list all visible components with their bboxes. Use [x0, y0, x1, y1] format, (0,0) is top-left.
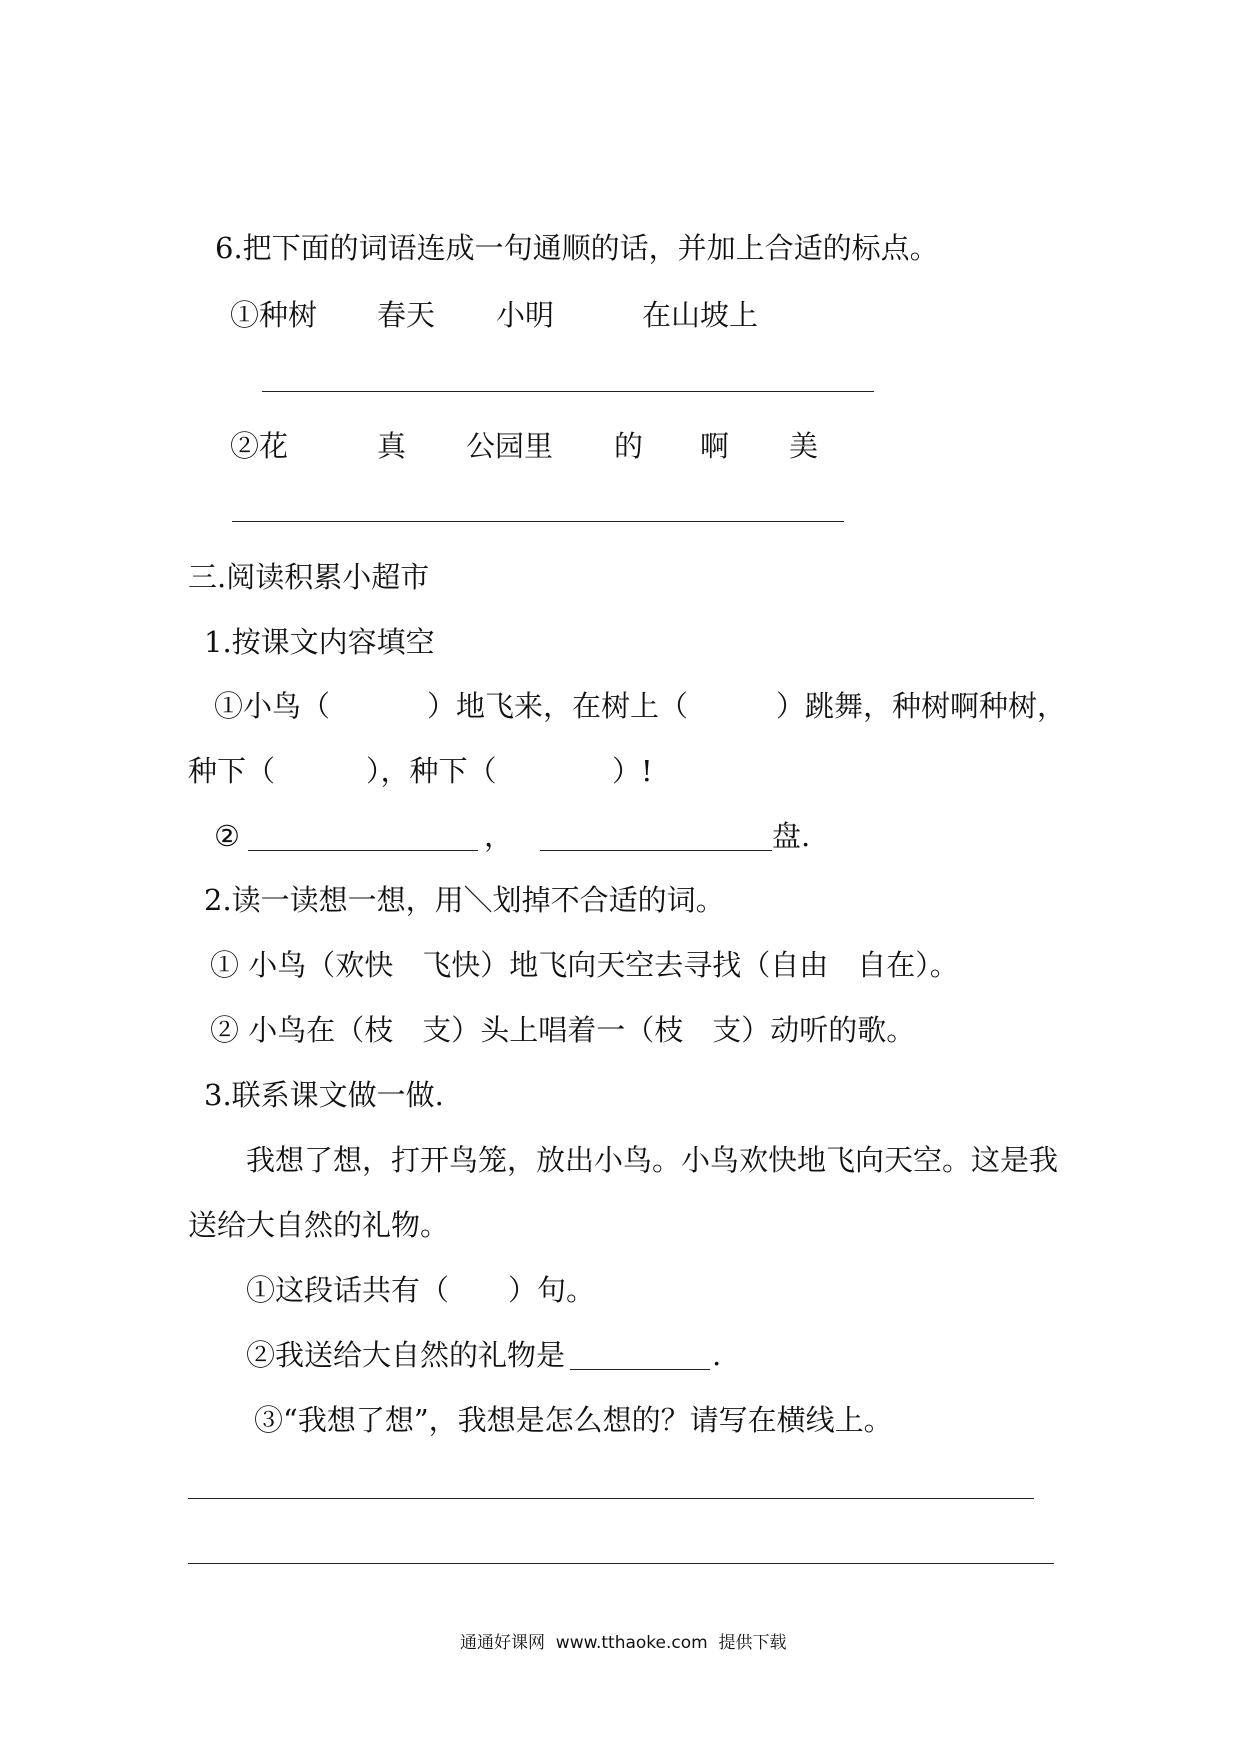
q3-passage-line2: 送给大自然的礼物。 [188, 1208, 450, 1242]
footer-source: 通通好课网 www.tthaoke.com 提供下载 [460, 1633, 787, 1653]
text: 种下（ [188, 754, 276, 788]
q2-line2: ② 小鸟在（枝 支）头上唱着一（枝 支）动听的歌。 [210, 1013, 916, 1047]
text: ），种下（ [366, 754, 497, 788]
q6-title: 6.把下面的词语连成一句通顺的话，并加上合适的标点。 [215, 231, 939, 265]
answer-line[interactable] [232, 521, 844, 522]
word: 真 [377, 429, 407, 463]
text: ② [214, 819, 240, 853]
text: ①小鸟（ [214, 689, 331, 723]
word: ②花 [230, 429, 289, 463]
text: . [712, 1338, 722, 1372]
text: ①这段话共有（ [246, 1273, 450, 1307]
word: 美 [789, 429, 819, 463]
fill-blank[interactable] [540, 850, 772, 851]
answer-line[interactable] [262, 391, 874, 392]
word: 啊 [700, 429, 730, 463]
answer-line[interactable] [188, 1498, 1034, 1499]
q1-title: 1.按课文内容填空 [204, 625, 435, 659]
section3-title: 三.阅读积累小超市 [188, 560, 430, 594]
q3-passage-line1: 我想了想，打开鸟笼，放出小鸟。小鸟欢快地飞向天空。这是我 [246, 1143, 1059, 1177]
text: 盘. [772, 819, 811, 853]
word: 在山坡上 [642, 298, 759, 332]
text: ， [484, 819, 514, 853]
q3-sub3: ③“我想了想”，我想是怎么想的？请写在横线上。 [254, 1403, 893, 1437]
answer-line[interactable] [188, 1563, 1054, 1564]
text: ）句。 [508, 1273, 596, 1307]
fill-blank[interactable] [248, 850, 478, 851]
q2-line1: ① 小鸟（欢快 飞快）地飞向天空去寻找（自由 自在）。 [210, 948, 959, 982]
word: 的 [614, 429, 644, 463]
word: 春天 [377, 298, 436, 332]
word: 小明 [496, 298, 555, 332]
text: ）跳舞，种树啊种树， [776, 689, 1067, 723]
text: ）地飞来，在树上（ [427, 689, 689, 723]
fill-blank[interactable] [570, 1369, 710, 1370]
word: ①种树 [230, 298, 318, 332]
text: ②我送给大自然的礼物是 [246, 1338, 566, 1372]
word: 公园里 [466, 429, 554, 463]
q2-title: 2.读一读想一想，用＼划掉不合适的词。 [204, 883, 725, 917]
q3-title: 3.联系课文做一做. [204, 1078, 444, 1112]
text: ）! [612, 754, 653, 788]
